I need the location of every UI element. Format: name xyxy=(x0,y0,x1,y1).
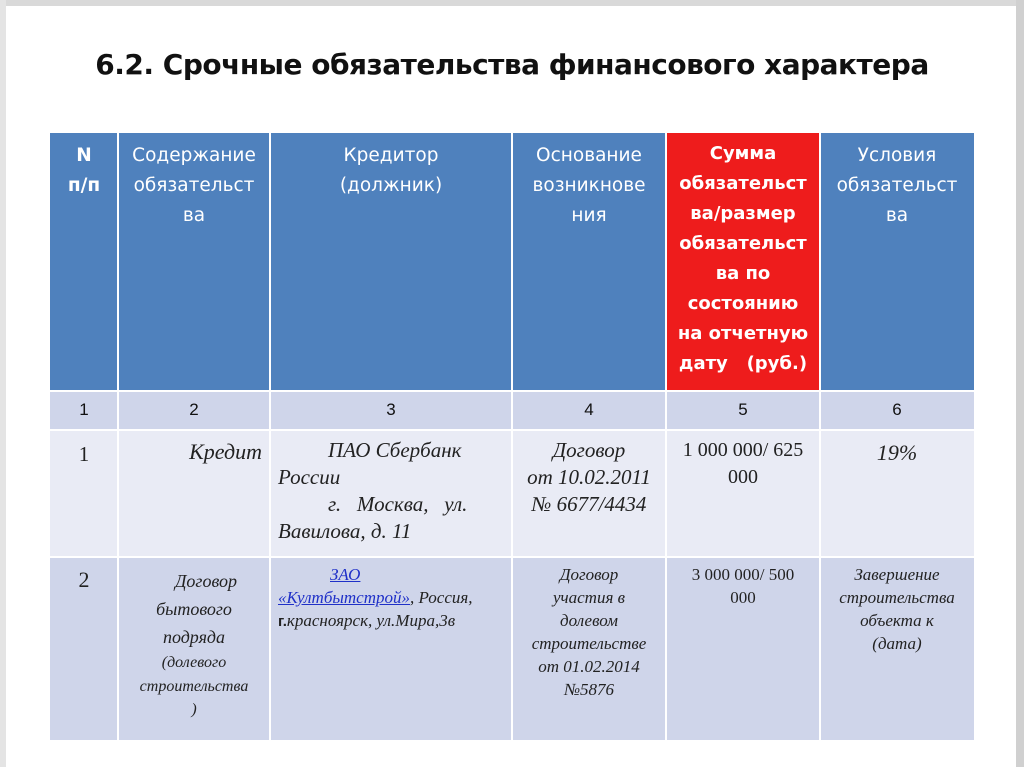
row-2-content-line: Договор xyxy=(174,571,238,591)
header-content-line: Содержание xyxy=(132,145,256,166)
header-creditor-line: Кредитор xyxy=(343,145,439,166)
row-2-conditions-line: строительства xyxy=(839,588,955,607)
row-1-creditor-line: России xyxy=(278,465,341,489)
slide-top-border xyxy=(0,0,1024,6)
header-creditor-line: (должник) xyxy=(339,175,443,196)
header-content-line: ва xyxy=(182,205,206,226)
table-row-1-basis xyxy=(512,430,666,557)
table-row-2-number: 2 xyxy=(50,557,118,740)
row-1-conditions-text: 19% xyxy=(876,440,918,465)
column-number-3: 3 xyxy=(270,391,512,430)
table-row-1-amount xyxy=(666,430,820,557)
table-row-2-amount xyxy=(666,557,820,740)
row-2-content-line: (долевого xyxy=(161,654,227,671)
creditor-address: красноярск, ул.Мира,3в xyxy=(286,611,456,630)
slide-left-border xyxy=(0,0,6,767)
table-row-1-content xyxy=(118,430,270,557)
row-2-basis-line: от 01.02.2014 xyxy=(538,657,640,676)
row-1-basis-line: № 6677/4434 xyxy=(531,492,647,516)
header-basis-line: возникнове xyxy=(532,175,646,196)
table-row-2-creditor xyxy=(270,557,512,740)
row-1-basis-line: от 10.02.2011 xyxy=(527,465,651,489)
header-amount-line: на отчетную xyxy=(677,323,809,344)
header-content xyxy=(118,133,270,391)
header-amount-line: ва/размер xyxy=(690,203,796,224)
row-2-content-line: подряда xyxy=(162,627,226,647)
row-1-amount-line: 1 000 000/ 625 xyxy=(682,439,804,461)
row-2-basis-line: участия в xyxy=(552,588,625,607)
table-row-2-content xyxy=(118,557,270,740)
header-conditions-line: ва xyxy=(885,205,909,226)
grid-line xyxy=(50,429,974,431)
row-2-amount-line: 3 000 000/ 500 xyxy=(691,565,795,584)
header-amount-line: дату (руб.) xyxy=(678,353,808,374)
column-number-6: 6 xyxy=(820,391,974,430)
header-basis-line: Основание xyxy=(536,145,642,166)
column-number-1: 1 xyxy=(50,391,118,430)
row-2-basis-line: №5876 xyxy=(563,680,615,699)
row-2-conditions-line: (дата) xyxy=(872,634,922,653)
row-2-basis-line: долевом xyxy=(560,611,618,630)
header-basis xyxy=(512,133,666,391)
row-2-content-line: ) xyxy=(191,701,197,718)
creditor-city-prefix: г. xyxy=(278,613,287,630)
header-amount-line: обязательст xyxy=(679,233,807,254)
grid-line xyxy=(50,390,974,392)
table-row-1-conditions xyxy=(820,430,974,557)
row-1-content-text: Кредит xyxy=(189,439,262,464)
header-number-line: п/п xyxy=(67,175,101,196)
header-amount-line: Сумма xyxy=(709,143,777,164)
slide-right-border xyxy=(1016,0,1024,767)
slide-title: 6.2. Срочные обязательства финансового характера xyxy=(95,48,929,81)
header-conditions-line: Условия xyxy=(857,145,937,166)
grid-line xyxy=(511,133,513,740)
row-1-basis-line: Договор xyxy=(552,438,626,462)
creditor-country: , Россия, xyxy=(410,588,473,607)
header-amount-line: обязательст xyxy=(679,173,807,194)
table-row-2-basis xyxy=(512,557,666,740)
header-conditions xyxy=(820,133,974,391)
creditor-company-link[interactable]: ЗАО xyxy=(330,565,361,584)
table-row-1-number: 1 xyxy=(50,430,118,557)
row-1-creditor-line: ПАО Сбербанк xyxy=(328,438,462,462)
row-1-creditor-line: г. Москва, ул. xyxy=(328,492,468,516)
column-number-5: 5 xyxy=(666,391,820,430)
row-2-content-line: бытового xyxy=(156,599,232,619)
row-2-basis-line: Договор xyxy=(559,565,619,584)
header-number-line: N xyxy=(76,145,92,166)
row-1-creditor-line: Вавилова, д. 11 xyxy=(278,519,412,543)
grid-line xyxy=(819,133,821,740)
row-2-amount-line: 000 xyxy=(730,588,756,607)
row-2-content-line: строительства xyxy=(139,678,249,695)
creditor-company-name-link[interactable]: «Култбытстрой» xyxy=(278,588,410,607)
table-row-2-conditions xyxy=(820,557,974,740)
header-content-line: обязательст xyxy=(133,175,255,196)
header-amount-line: состоянию xyxy=(687,293,799,314)
grid-line xyxy=(50,556,974,558)
header-basis-line: ния xyxy=(571,205,607,226)
row-2-basis-line: строительстве xyxy=(531,634,647,653)
header-number xyxy=(50,133,118,391)
column-number-2: 2 xyxy=(118,391,270,430)
row-2-conditions-line: Завершение xyxy=(854,565,940,584)
header-conditions-line: обязательст xyxy=(836,175,958,196)
grid-line xyxy=(269,133,271,740)
row-2-conditions-line: объекта к xyxy=(860,611,934,630)
header-creditor xyxy=(270,133,512,391)
grid-line xyxy=(665,133,667,740)
header-amount-line: ва по xyxy=(715,263,771,284)
grid-line xyxy=(117,133,119,740)
row-1-amount-line: 000 xyxy=(728,466,758,488)
header-amount xyxy=(666,133,820,391)
column-number-4: 4 xyxy=(512,391,666,430)
table-row-1-creditor xyxy=(270,430,512,557)
